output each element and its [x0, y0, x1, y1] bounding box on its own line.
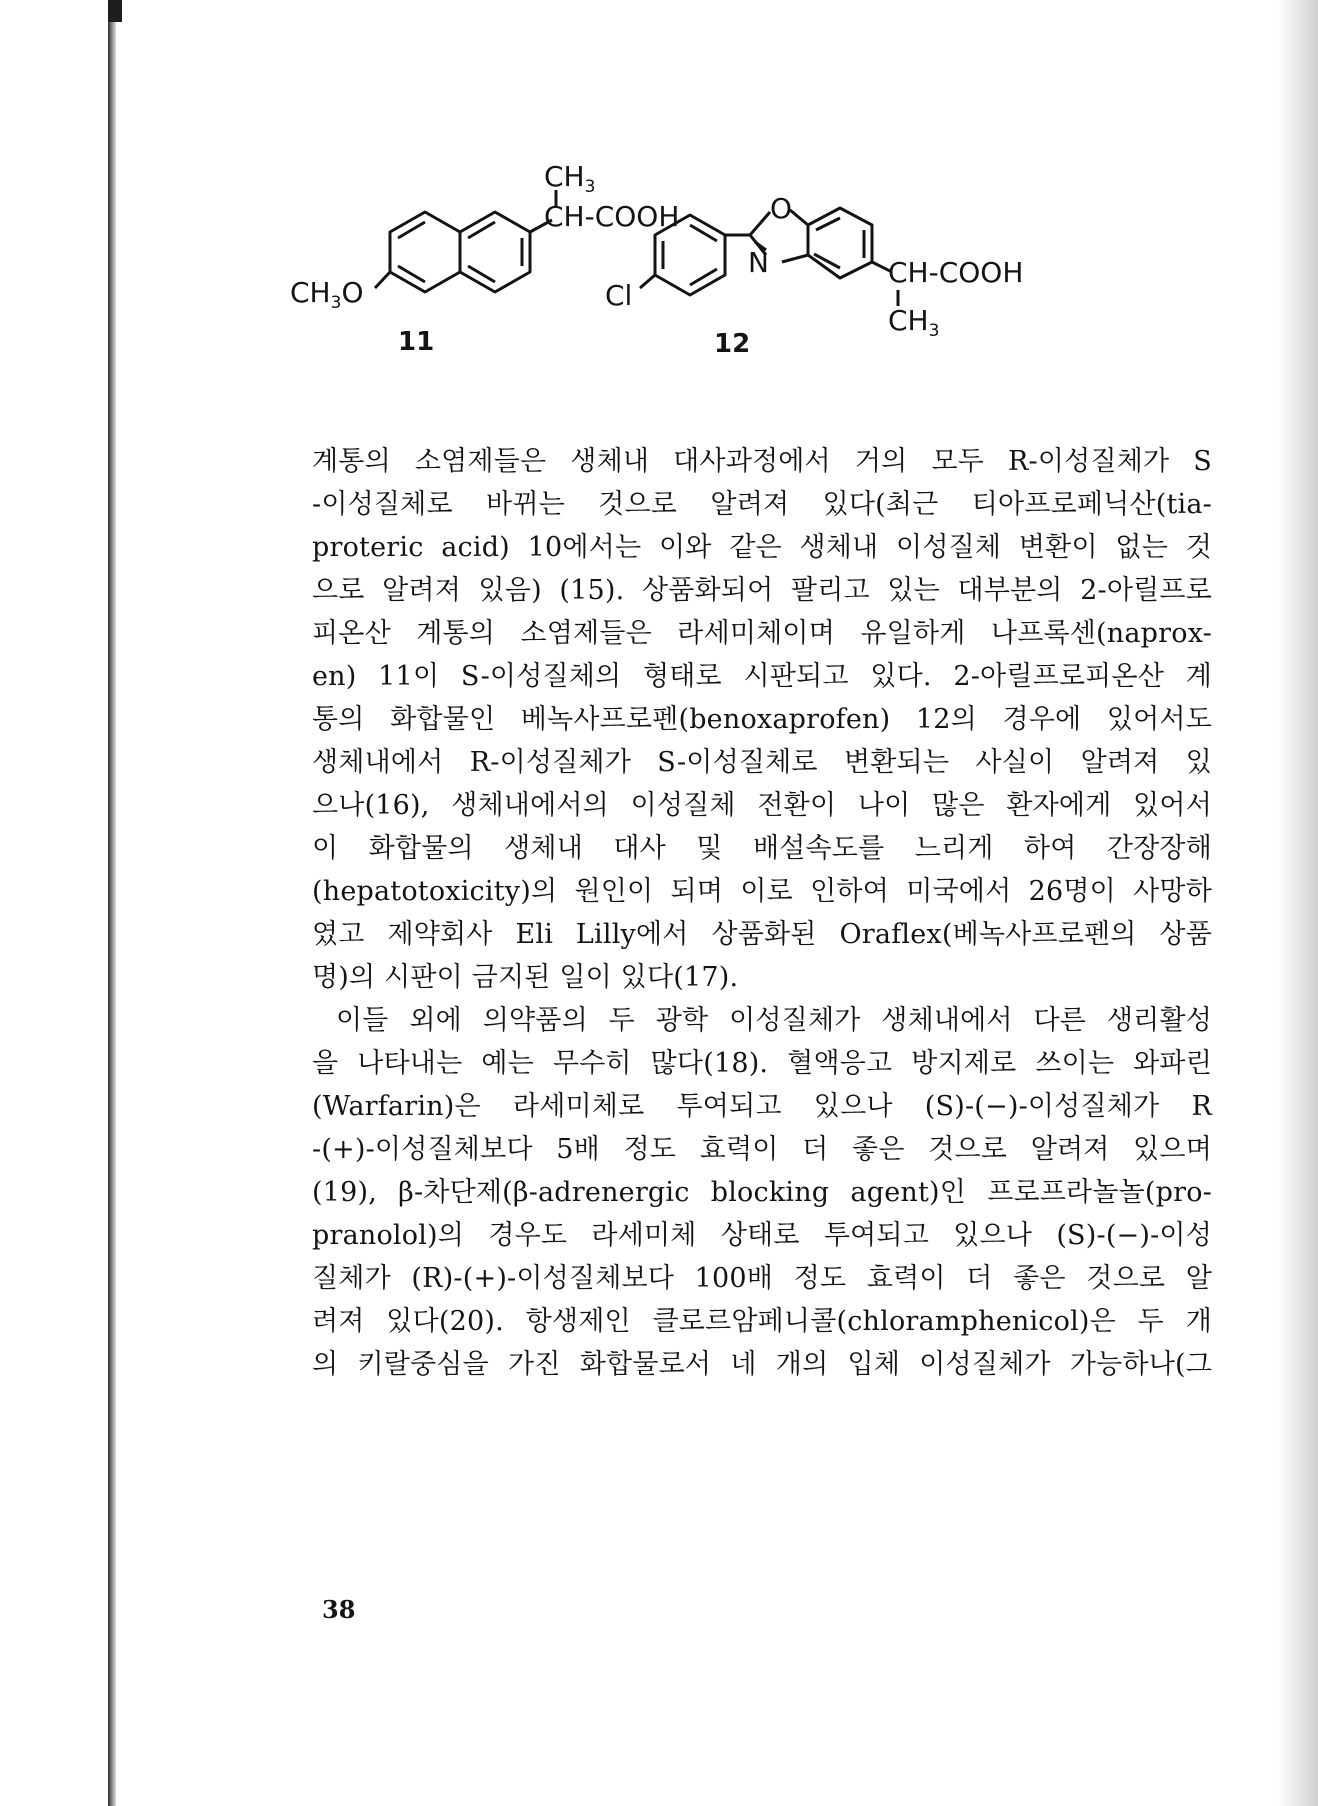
- page-shadow-right: [1278, 0, 1318, 1806]
- text-line: 이 화합물의 생체내 대사 및 배설속도를 느리게 하여 간장장해: [312, 833, 1212, 864]
- text-line: 였고 제약회사 Eli Lilly에서 상품화된 Oraflex(베녹사프로펜의 상품: [312, 919, 1212, 950]
- text-line: 명)의 시판이 금지된 일이 있다(17).: [312, 962, 739, 993]
- compound-11-methoxy: $CH_3O$: [290, 276, 364, 313]
- compound-12-oxygen: O: [770, 192, 793, 225]
- body-text: [312, 440, 1212, 1386]
- text-line: 통의 화합물인 베녹사프로펜(benoxaprofen) 12의 경우에 있어서도: [312, 704, 1212, 735]
- page-edge-left: [108, 0, 116, 1806]
- compound-11-ch3-label: $CH_3$: [544, 160, 596, 197]
- compound-12-side-chain: CH-COOH: [888, 256, 1024, 289]
- page-edge-corner: [108, 0, 122, 22]
- text-line: (Warfarin)은 라세미체로 투여되고 있으나 (S)-(−)-이성질체가 R: [312, 1091, 1212, 1122]
- text-line: proteric acid) 10에서는 이와 같은 생체내 이성질체 변환이 없는 것: [312, 532, 1212, 563]
- structures-svg: [290, 150, 1200, 410]
- text-line: 이들 외에 의약품의 두 광학 이성질체가 생체내에서 다른 생리활성: [336, 1005, 1212, 1036]
- text-line: 피온산 계통의 소염제들은 라세미체이며 유일하게 나프록센(naprox-: [312, 618, 1212, 649]
- text-line: -이성질체로 바뀌는 것으로 알려져 있다(최근 티아프로페닉산(tia-: [312, 489, 1212, 520]
- text-line: (hepatotoxicity)의 원인이 되며 이로 인하여 미국에서 26명이 사망하: [312, 876, 1212, 907]
- compound-12-ch3-label: $CH_3$: [888, 304, 940, 341]
- compound-11-side-chain: CH-COOH: [544, 200, 680, 233]
- text-line: 으나(16), 생체내에서의 이성질체 전환이 나이 많은 환자에게 있어서: [312, 790, 1212, 821]
- chemical-structures-figure: [290, 150, 1200, 410]
- text-line: 질체가 (R)-(+)-이성질체보다 100배 정도 효력이 더 좋은 것으로 알: [312, 1263, 1212, 1294]
- page-number: 38: [322, 1595, 356, 1624]
- text-line: pranolol)의 경우도 라세미체 상태로 투여되고 있으나 (S)-(−)-이성: [312, 1220, 1212, 1251]
- text-line: 계통의 소염제들은 생체내 대사과정에서 거의 모두 R-이성질체가 S: [312, 446, 1212, 477]
- paragraph-1: [312, 440, 1212, 999]
- compound-11-naphthalene: [375, 190, 556, 292]
- text-line: 생체내에서 R-이성질체가 S-이성질체로 변환되는 사실이 알려져 있: [312, 747, 1212, 778]
- compound-12-chloro: Cl: [605, 279, 633, 312]
- compound-12-nitrogen: N: [748, 246, 769, 279]
- compound-11-number: 11: [398, 327, 435, 357]
- text-line: -(+)-이성질체보다 5배 정도 효력이 더 좋은 것으로 알려져 있으며: [312, 1134, 1212, 1165]
- paragraph-2: [312, 999, 1212, 1386]
- text-line: 으로 알려져 있음) (15). 상품화되어 팔리고 있는 대부분의 2-아릴프로: [312, 575, 1212, 606]
- text-line: 려져 있다(20). 항생제인 클로르암페니콜(chloramphenicol)은 두 개: [312, 1306, 1212, 1337]
- compound-12-number: 12: [714, 329, 751, 359]
- text-line: en) 11이 S-이성질체의 형태로 시판되고 있다. 2-아릴프로피온산 계: [312, 661, 1212, 692]
- text-line: 의 키랄중심을 가진 화합물로서 네 개의 입체 이성질체가 가능하나(그: [312, 1349, 1212, 1380]
- text-line: (19), β-차단제(β-adrenergic blocking agent)인 프로프라놀놀(pro-: [312, 1177, 1212, 1208]
- text-line: 을 나타내는 예는 무수히 많다(18). 혈액응고 방지제로 쓰이는 와파린: [312, 1048, 1212, 1079]
